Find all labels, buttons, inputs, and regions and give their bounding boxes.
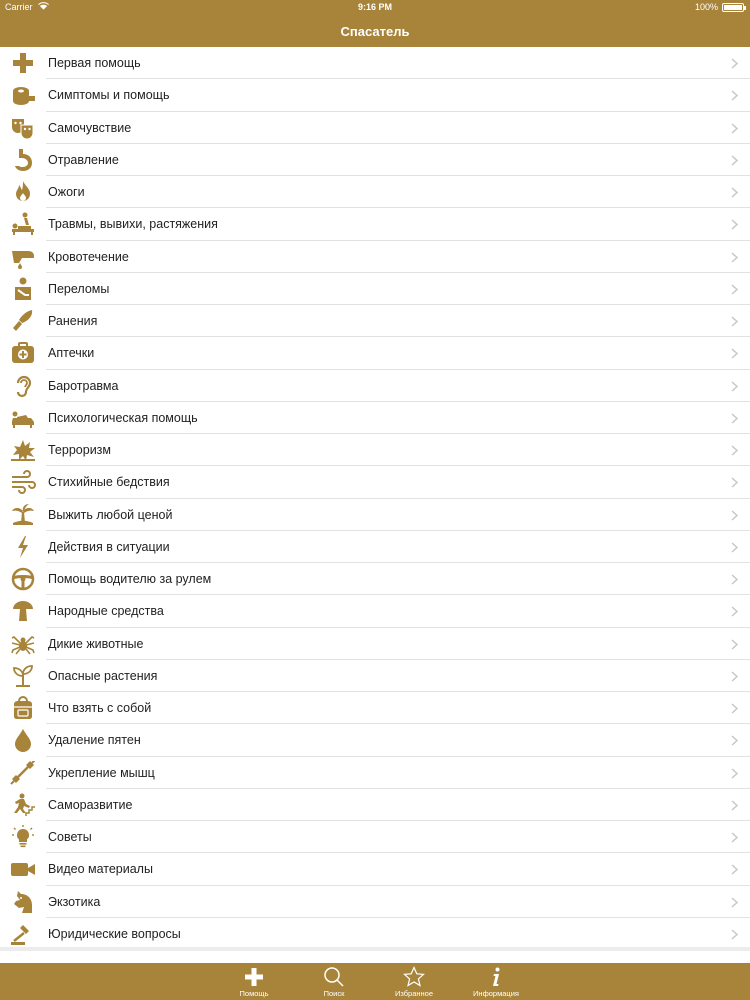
menu-item-burns[interactable] [0, 176, 750, 208]
menu-item-wounds[interactable] [0, 305, 750, 337]
menu-item-label: Юридические вопросы [48, 926, 181, 941]
steering-wheel-icon [10, 567, 36, 591]
menu-item-stain-removal[interactable] [0, 724, 750, 756]
menu-item-wellbeing[interactable] [0, 112, 750, 144]
couch-icon [10, 406, 36, 430]
chevron-right-icon [731, 574, 738, 585]
star-icon [403, 966, 425, 988]
menu-item-label: Экзотика [48, 894, 101, 909]
tab-favorites[interactable] [374, 966, 454, 998]
drop-icon [10, 728, 36, 752]
gavel-icon [10, 922, 36, 946]
mushroom-icon [10, 599, 36, 623]
plant-icon [10, 664, 36, 688]
menu-item-label: Отравление [48, 152, 119, 167]
menu-item-label: Помощь водителю за рулем [48, 572, 212, 586]
battery-icon [722, 3, 744, 12]
chevron-right-icon [731, 445, 738, 456]
menu-item-video-materials[interactable] [0, 853, 750, 885]
menu-item-survival[interactable] [0, 499, 750, 531]
menu-item-exotic[interactable] [0, 886, 750, 918]
chevron-right-icon [731, 252, 738, 263]
tab-search[interactable] [294, 966, 374, 998]
menu-item-label: Травмы, вывихи, растяжения [48, 217, 218, 232]
chevron-right-icon [731, 477, 738, 488]
chevron-right-icon [731, 639, 738, 650]
menu-item-folk-remedies[interactable] [0, 595, 750, 627]
menu-item-bleeding[interactable] [0, 241, 750, 273]
menu-item-label: Дикие животные [48, 636, 144, 651]
menu-item-first-aid[interactable] [0, 47, 750, 79]
menu-item-injuries[interactable] [0, 208, 750, 240]
tab-label: Избранное [394, 989, 433, 998]
tab-bar [0, 963, 750, 1000]
chevron-right-icon [731, 284, 738, 295]
menu-item-label: Аптечки [48, 346, 95, 361]
menu-item-dangerous-plants[interactable] [0, 660, 750, 692]
lightning-icon [10, 535, 36, 559]
chevron-right-icon [731, 897, 738, 908]
menu-item-natural-disasters[interactable] [0, 466, 750, 498]
chevron-right-icon [731, 381, 738, 392]
chevron-right-icon [731, 606, 738, 617]
menu-item-symptoms[interactable] [0, 79, 750, 111]
chevron-right-icon [731, 413, 738, 424]
menu-item-label: Терроризм [48, 443, 112, 457]
menu-item-label: Переломы [48, 281, 110, 296]
menu-item-label: Ранения [48, 314, 98, 328]
menu-item-label: Народные средства [48, 604, 164, 619]
tab-label: Информация [473, 989, 519, 998]
first-aid-cross-icon [10, 51, 36, 75]
menu-item-situation-actions[interactable] [0, 531, 750, 563]
menu-item-self-development[interactable] [0, 789, 750, 821]
menu-item-label: Кровотечение [48, 249, 129, 264]
explosion-icon [10, 438, 36, 462]
palm-island-icon [10, 503, 36, 527]
info-icon [485, 966, 507, 988]
chevron-right-icon [731, 864, 738, 875]
menu-item-wild-animals[interactable] [0, 628, 750, 660]
chevron-right-icon [731, 90, 738, 101]
menu-item-label: Саморазвитие [48, 797, 133, 812]
menu-item-label: Первая помощь [48, 56, 141, 70]
lightbulb-icon [10, 825, 36, 849]
chevron-right-icon [731, 768, 738, 779]
massage-icon [10, 212, 36, 236]
bandage-roll-icon [10, 83, 36, 107]
ear-icon [10, 374, 36, 398]
menu-item-label: Самочувствие [48, 120, 132, 135]
menu-item-label: Баротравма [48, 378, 119, 393]
climbing-stairs-icon [10, 793, 36, 817]
menu-item-label: Удаление пятен [48, 733, 141, 748]
page-title: Спасатель [340, 24, 410, 39]
search-icon [323, 966, 345, 988]
menu-item-label: Психологическая помощь [48, 410, 198, 425]
knife-icon [10, 309, 36, 333]
chevron-right-icon [731, 58, 738, 69]
status-bar [0, 0, 750, 16]
tab-label: Поиск [323, 989, 345, 998]
chevron-right-icon [731, 219, 738, 230]
chevron-right-icon [731, 542, 738, 553]
menu-item-muscle-strengthening[interactable] [0, 757, 750, 789]
wind-icon [10, 470, 36, 494]
menu-item-label: Выжить любой ценой [48, 507, 173, 522]
chevron-right-icon [731, 510, 738, 521]
chevron-right-icon [731, 155, 738, 166]
video-camera-icon [10, 857, 36, 881]
backpack-icon [10, 696, 36, 720]
menu-item-label: Действия в ситуации [48, 539, 170, 554]
clock: 9:16 PM [357, 2, 392, 12]
menu-item-psychological-help[interactable] [0, 402, 750, 434]
menu-item-label: Что взять с собой [48, 701, 152, 715]
tab-help[interactable] [214, 966, 294, 998]
menu-item-legal-questions[interactable] [0, 918, 750, 950]
chevron-right-icon [731, 832, 738, 843]
menu-item-label: Видео материалы [48, 862, 153, 877]
tab-info[interactable] [456, 966, 536, 998]
chevron-right-icon [731, 671, 738, 682]
battery-percent: 100% [694, 2, 718, 12]
menu-item-label: Советы [48, 830, 92, 844]
menu-item-fractures[interactable] [0, 273, 750, 305]
navigation-bar [0, 16, 750, 47]
chevron-right-icon [731, 123, 738, 134]
list-divider [0, 947, 750, 951]
menu-item-label: Симптомы и помощь [48, 88, 170, 103]
chevron-right-icon [731, 703, 738, 714]
theater-masks-icon [10, 116, 36, 140]
menu-item-label: Укрепление мышц [48, 765, 155, 780]
spider-icon [10, 632, 36, 656]
plus-icon [243, 966, 265, 988]
first-aid-kit-icon [10, 341, 36, 365]
chevron-right-icon [731, 735, 738, 746]
stomach-icon [10, 148, 36, 172]
chevron-right-icon [731, 316, 738, 327]
carrier-label: Carrier [5, 2, 33, 12]
dumbbell-icon [10, 761, 36, 785]
menu-item-label: Ожоги [48, 185, 85, 199]
category-list [0, 47, 750, 950]
horse-head-icon [10, 890, 36, 914]
arm-sling-icon [10, 277, 36, 301]
menu-item-driver-help[interactable] [0, 563, 750, 595]
bleeding-arm-icon [10, 245, 36, 269]
flame-hand-icon [10, 180, 36, 204]
chevron-right-icon [731, 348, 738, 359]
chevron-right-icon [731, 929, 738, 940]
menu-item-barotrauma[interactable] [0, 370, 750, 402]
menu-item-what-to-take[interactable] [0, 692, 750, 724]
menu-item-terrorism[interactable] [0, 434, 750, 466]
menu-item-label: Опасные растения [48, 668, 158, 683]
menu-item-tips[interactable] [0, 821, 750, 853]
menu-item-first-aid-kits[interactable] [0, 337, 750, 369]
menu-item-label: Стихийные бедствия [48, 475, 170, 490]
chevron-right-icon [731, 800, 738, 811]
menu-item-poisoning[interactable] [0, 144, 750, 176]
tab-label: Помощь [239, 989, 269, 998]
chevron-right-icon [731, 187, 738, 198]
